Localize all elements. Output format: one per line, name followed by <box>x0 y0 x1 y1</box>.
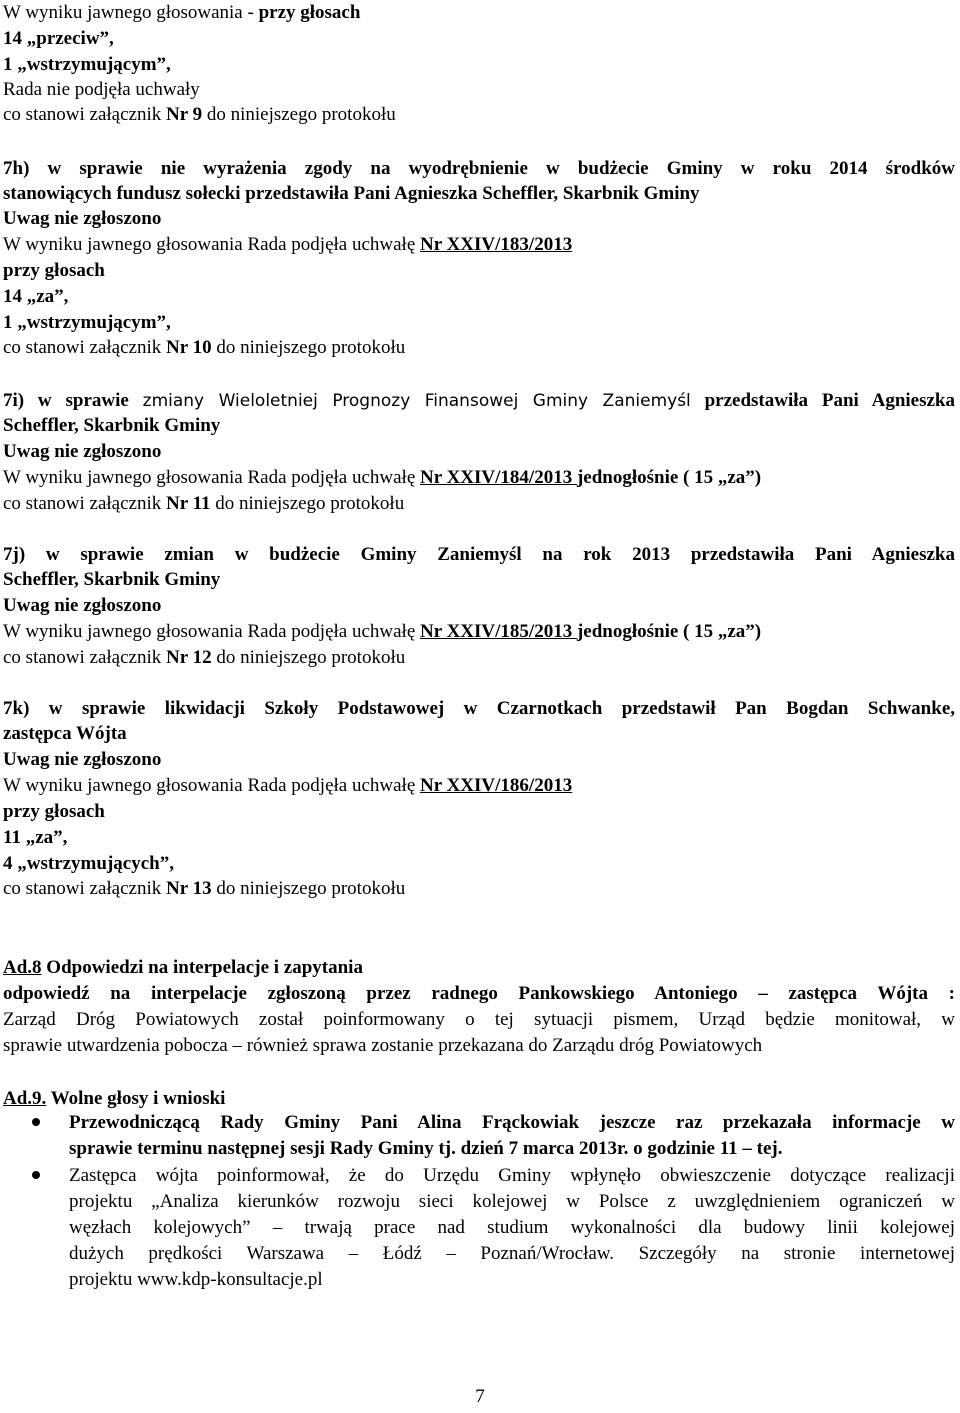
item-7h-title-cont: stanowiących fundusz sołecki przedstawiła Pani Agnieszka Scheffler, Skarbnik Gminy <box>3 183 700 204</box>
resolution-number: Nr XXIV/185/2013 <box>420 621 577 642</box>
item-7h-title: 7h) w sprawie nie wyrażenia zgody na wyodrębnienie w budżecie Gminy w roku 2014 środków <box>3 158 955 179</box>
item-7k-title: 7k) w sprawie likwidacji Szkoły Podstawowej w Czarnotkach przedstawił Pan Bogdan Schwanke, <box>3 698 955 719</box>
ad8-heading: Ad.8 Odpowiedzi na interpelacje i zapytania <box>3 957 363 978</box>
ad8-answer-title: odpowiedź na interpelacje zgłoszoną przez radnego Pankowskiego Antoniego – zastępca Wójta : <box>3 983 955 1004</box>
attachment-line: co stanowi załącznik Nr 12 do niniejszego protokołu <box>3 647 406 668</box>
ad9-item-1-cont: sprawie terminu następnej sesji Rady Gminy tj. dzień 7 marca 2013r. o godzinie 11 – tej. <box>69 1138 783 1159</box>
vote-result-line: W wyniku jawnego głosowania Rada podjęła uchwałę Nr XXIV/185/2013 jednogłośnie ( 15 „za”) <box>3 621 762 642</box>
no-remarks: Uwag nie zgłoszono <box>3 208 162 229</box>
item-7j-title: 7j) w sprawie zmian w budżecie Gminy Zaniemyśl na rok 2013 przedstawiła Pani Agnieszka <box>3 544 955 565</box>
page-number: 7 <box>475 1386 485 1407</box>
resolution-not-adopted: Rada nie podjęła uchwały <box>3 79 200 100</box>
resolution-number: Nr XXIV/184/2013 <box>420 467 577 488</box>
votes-abstain: 1 „wstrzymującym”, <box>3 54 171 75</box>
attachment-line: co stanowi załącznik Nr 11 do niniejszego protokołu <box>3 493 405 514</box>
votes-abstain: 1 „wstrzymującym”, <box>3 312 171 333</box>
ad9-item-1: Przewodniczącą Rady Gminy Pani Alina Frąckowiak jeszcze raz przekazała informacje w <box>69 1112 955 1133</box>
bullet-icon <box>32 1118 40 1126</box>
attachment-line: co stanowi załącznik Nr 10 do niniejszego protokołu <box>3 337 406 358</box>
ad8-answer-text-cont: sprawie utwardzenia pobocza – również sprawa zostanie przekazana do Zarządu dróg Powiatowych <box>3 1035 763 1056</box>
ad9-item-2-cont: projektu „Analiza kierunków rozwoju sieci kolejowej w Polsce z uwzględnieniem ograniczeń w <box>69 1191 955 1212</box>
vote-result-line: W wyniku jawnego głosowania - przy głosach <box>3 2 361 23</box>
ad9-item-2: Zastępca wójta poinformował, że do Urzędu Gminy wpłynęło obwieszczenie dotyczące realizacji <box>69 1165 955 1186</box>
ad9-heading: Ad.9. Wolne głosy i wnioski <box>3 1088 226 1109</box>
item-7i-title-cont: Scheffler, Skarbnik Gminy <box>3 415 221 436</box>
attachment-line: co stanowi załącznik Nr 13 do niniejszego protokołu <box>3 878 406 899</box>
ad9-item-2-cont: dużych prędkości Warszawa – Łódź – Poznań/Wrocław. Szczegóły na stronie internetowej <box>69 1243 955 1264</box>
votes-for: 14 „za”, <box>3 286 69 307</box>
ad9-item-2-cont: projektu www.kdp-konsultacje.pl <box>69 1269 323 1290</box>
votes-against: 14 „przeciw”, <box>3 28 114 49</box>
vote-result-line: W wyniku jawnego głosowania Rada podjęła uchwałę Nr XXIV/183/2013 <box>3 234 573 255</box>
votes-for: 11 „za”, <box>3 827 68 848</box>
votes-abstain: 4 „wstrzymujących”, <box>3 853 174 874</box>
vote-result-line: W wyniku jawnego głosowania Rada podjęła uchwałę Nr XXIV/186/2013 <box>3 775 573 796</box>
attachment-line: co stanowi załącznik Nr 9 do niniejszego protokołu <box>3 104 396 125</box>
no-remarks: Uwag nie zgłoszono <box>3 595 162 616</box>
bullet-icon <box>32 1171 40 1179</box>
vote-result-line: W wyniku jawnego głosowania Rada podjęła uchwałę Nr XXIV/184/2013 jednogłośnie ( 15 „za”) <box>3 467 762 488</box>
item-7k-title-cont: zastępca Wójta <box>3 723 127 744</box>
ad9-item-2-cont: węzłach kolejowych” – trwają prace nad studium wykonalności dla budowy linii kolejowej <box>69 1217 955 1238</box>
no-remarks: Uwag nie zgłoszono <box>3 749 162 770</box>
votes-heading: przy głosach <box>3 260 105 281</box>
ad8-answer-text: Zarząd Dróg Powiatowych został poinformowany o tej sytuacji pismem, Urząd będzie monitował, w <box>3 1009 955 1030</box>
no-remarks: Uwag nie zgłoszono <box>3 441 162 462</box>
resolution-number: Nr XXIV/186/2013 <box>420 775 573 796</box>
resolution-number: Nr XXIV/183/2013 <box>420 234 573 255</box>
item-7j-title-cont: Scheffler, Skarbnik Gminy <box>3 569 221 590</box>
votes-heading: przy głosach <box>3 801 105 822</box>
item-7i-title: 7i) w sprawie zmiany Wieloletniej Prognozy Finansowej Gminy Zaniemyśl przedstawiła Pani Agnieszka <box>3 390 955 411</box>
